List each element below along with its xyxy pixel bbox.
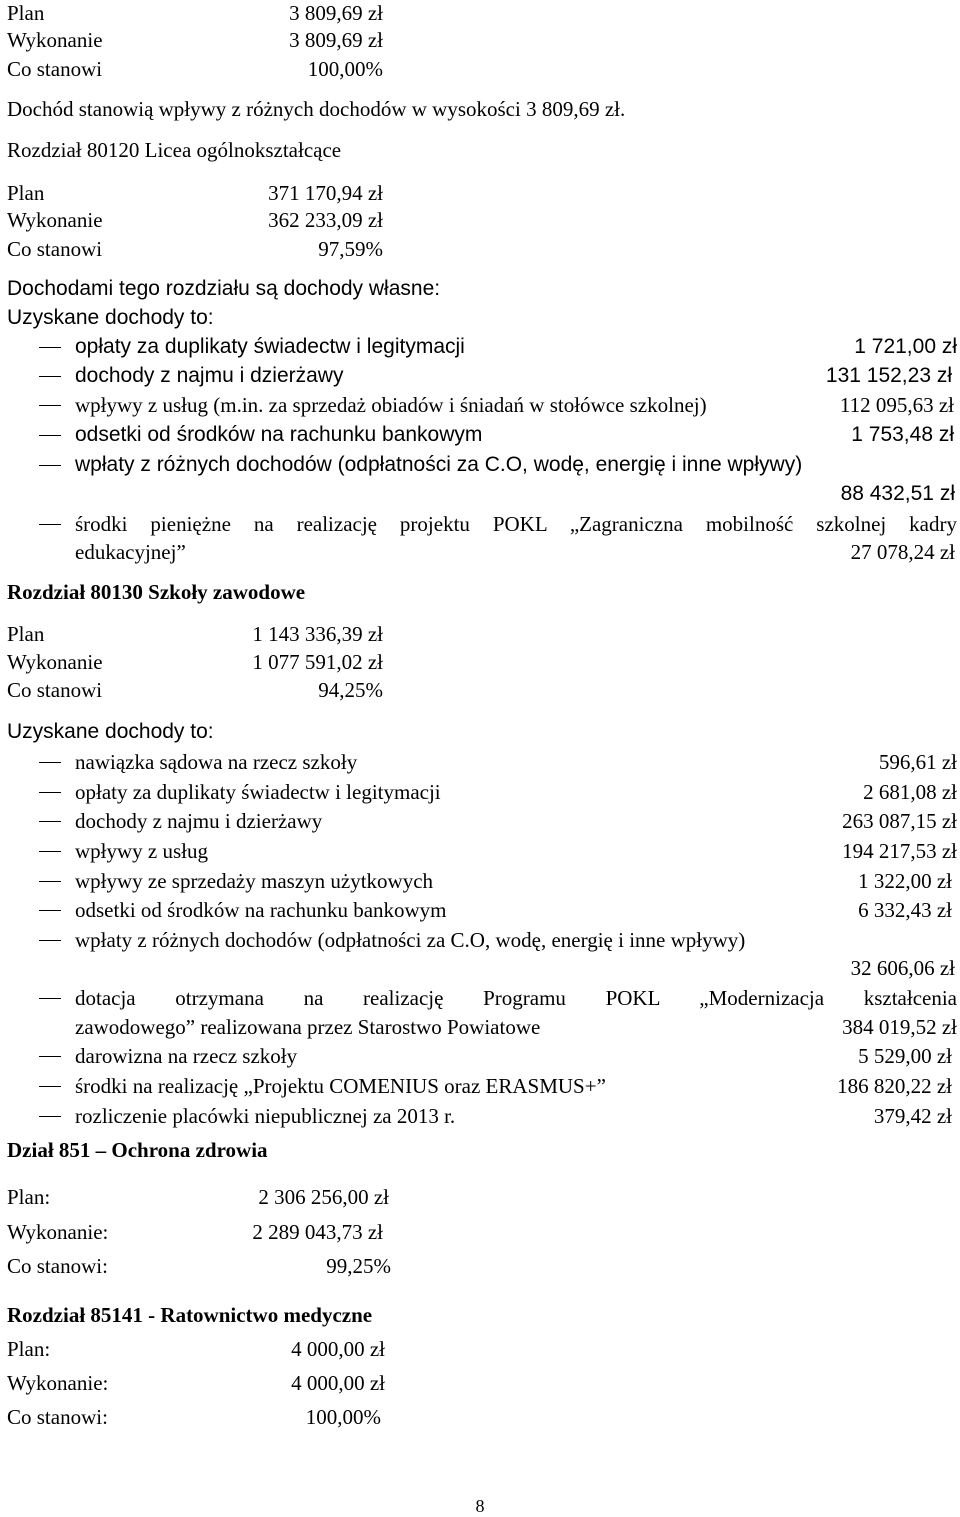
list-item bbox=[7, 1103, 957, 1129]
item-text: rozliczenie placówki niepublicznej za 2013 r. bbox=[75, 1104, 456, 1128]
dash-bullet bbox=[39, 1086, 61, 1087]
plan-value: 3 809,69 zł bbox=[289, 1, 383, 25]
plan-value: 371 170,94 zł bbox=[268, 181, 383, 205]
item-amount: 194 217,53 zł bbox=[842, 839, 957, 863]
item-amount: 6 332,43 zł bbox=[858, 898, 952, 922]
item-amount: 263 087,15 zł bbox=[842, 809, 957, 833]
co-stanowi-value: 94,25% bbox=[318, 678, 383, 702]
list-item bbox=[7, 1073, 957, 1099]
wykonanie-value: 4 000,00 zł bbox=[291, 1371, 385, 1395]
plan-label: Plan bbox=[7, 622, 45, 646]
item-text: wpłaty z różnych dochodów (odpłatności za C.O, wodę, energię i inne wpływy) bbox=[75, 453, 803, 476]
list-item bbox=[7, 422, 957, 448]
item-amount: 1 753,48 zł bbox=[851, 423, 954, 446]
wykonanie-label: Wykonanie bbox=[7, 208, 103, 232]
item-amount: 1 721,00 zł bbox=[854, 335, 957, 358]
section-title-85141: Rozdział 85141 - Ratownictwo medyczne bbox=[7, 1303, 373, 1327]
dash-bullet bbox=[39, 910, 61, 911]
plan-label: Plan: bbox=[7, 1337, 51, 1361]
co-stanowi-value: 99,25% bbox=[326, 1254, 391, 1278]
list-item bbox=[7, 927, 957, 953]
list-item bbox=[7, 334, 957, 360]
item-amount: 32 606,06 zł bbox=[850, 956, 955, 980]
item-amount: 27 078,24 zł bbox=[850, 540, 955, 564]
co-stanowi-label: Co stanowi bbox=[7, 57, 103, 81]
dash-bullet bbox=[39, 405, 61, 406]
item-amount: 2 681,08 zł bbox=[863, 780, 957, 804]
item-text: odsetki od środków na rachunku bankowym bbox=[75, 898, 447, 922]
item-text: dochody z najmu i dzierżawy bbox=[75, 809, 323, 833]
dash-bullet bbox=[39, 762, 61, 763]
item-text: wpłaty z różnych dochodów (odpłatności za C.O, wodę, energię i inne wpływy) bbox=[75, 928, 746, 952]
list-item bbox=[7, 749, 957, 775]
item-amount: 112 095,63 zł bbox=[839, 393, 954, 417]
item-text: wpływy ze sprzedaży maszyn użytkowych bbox=[75, 869, 434, 893]
item-amount: 1 322,00 zł bbox=[858, 869, 952, 893]
co-stanowi-value: 97,59% bbox=[318, 237, 383, 261]
item-text: środki pieniężne na realizację projektu POKL „Zagraniczna mobilność szkolnej kadry bbox=[75, 512, 957, 536]
co-stanowi-value: 100,00% bbox=[305, 1405, 381, 1429]
co-stanowi-label: Co stanowi: bbox=[7, 1254, 108, 1278]
r80120-intro1: Dochodami tego rozdziału są dochody własne: bbox=[7, 277, 441, 300]
plan-label: Plan: bbox=[7, 1185, 51, 1209]
top-note: Dochód stanowią wpływy z różnych dochodów w wysokości 3 809,69 zł. bbox=[7, 97, 626, 121]
dash-bullet bbox=[39, 1116, 61, 1117]
dash-bullet bbox=[39, 851, 61, 852]
section-title-80120: Rozdział 80120 Licea ogólnokształcące bbox=[7, 138, 342, 162]
list-item bbox=[7, 897, 957, 923]
plan-value: 1 143 336,39 zł bbox=[252, 622, 383, 646]
list-item bbox=[7, 779, 957, 805]
wykonanie-label: Wykonanie bbox=[7, 28, 103, 52]
item-amount: 186 820,22 zł bbox=[837, 1074, 952, 1098]
item-text-continued: edukacyjnej” bbox=[75, 540, 186, 564]
wykonanie-label: Wykonanie: bbox=[7, 1371, 109, 1395]
page-number: 8 bbox=[475, 1496, 485, 1516]
item-text: opłaty za duplikaty świadectw i legitymacji bbox=[75, 780, 441, 804]
item-amount: 131 152,23 zł bbox=[825, 364, 952, 387]
dash-bullet bbox=[39, 524, 61, 525]
plan-value: 2 306 256,00 zł bbox=[258, 1185, 389, 1209]
list-item bbox=[7, 808, 957, 834]
dash-bullet bbox=[39, 881, 61, 882]
co-stanowi-value: 100,00% bbox=[307, 57, 383, 81]
wykonanie-value: 3 809,69 zł bbox=[289, 28, 383, 52]
dash-bullet bbox=[39, 940, 61, 941]
dash-bullet bbox=[39, 821, 61, 822]
wykonanie-value: 1 077 591,02 zł bbox=[252, 650, 383, 674]
item-text: środki na realizację „Projektu COMENIUS oraz ERASMUS+” bbox=[75, 1074, 606, 1098]
dash-bullet bbox=[39, 792, 61, 793]
co-stanowi-label: Co stanowi bbox=[7, 237, 103, 261]
item-text: nawiązka sądowa na rzecz szkoły bbox=[75, 750, 358, 774]
dash-bullet bbox=[39, 347, 61, 348]
plan-value: 4 000,00 zł bbox=[291, 1337, 385, 1361]
list-item bbox=[7, 1043, 957, 1069]
dash-bullet bbox=[39, 376, 61, 377]
list-item bbox=[7, 868, 957, 894]
item-text: dochody z najmu i dzierżawy bbox=[75, 364, 344, 387]
list-item bbox=[7, 452, 957, 478]
list-item bbox=[7, 392, 957, 418]
wykonanie-label: Wykonanie bbox=[7, 650, 103, 674]
r80120-intro2: Uzyskane dochody to: bbox=[7, 306, 214, 329]
item-amount: 384 019,52 zł bbox=[842, 1015, 957, 1039]
list-item bbox=[7, 363, 957, 389]
plan-label: Plan bbox=[7, 1, 45, 25]
wykonanie-label: Wykonanie: bbox=[7, 1220, 109, 1244]
dash-bullet bbox=[39, 1056, 61, 1057]
item-text: wpływy z usług bbox=[75, 839, 208, 863]
dash-bullet bbox=[39, 435, 61, 436]
section-title-80130: Rozdział 80130 Szkoły zawodowe bbox=[7, 580, 306, 604]
dash-bullet bbox=[39, 465, 61, 466]
item-amount: 379,42 zł bbox=[873, 1104, 952, 1128]
item-amount: 596,61 zł bbox=[878, 750, 957, 774]
r80130-intro: Uzyskane dochody to: bbox=[7, 720, 214, 743]
dash-bullet bbox=[39, 998, 61, 999]
co-stanowi-label: Co stanowi: bbox=[7, 1405, 108, 1429]
item-text: dotacja otrzymana na realizację Programu POKL „Modernizacja kształcenia bbox=[75, 986, 957, 1010]
item-text: odsetki od środków na rachunku bankowym bbox=[75, 423, 483, 446]
item-amount: 88 432,51 zł bbox=[840, 482, 955, 505]
wykonanie-value: 362 233,09 zł bbox=[268, 208, 383, 232]
item-text: opłaty za duplikaty świadectw i legitymacji bbox=[75, 335, 465, 358]
item-text: wpływy z usług (m.in. za sprzedaż obiadów i śniadań w stołówce szkolnej) bbox=[75, 393, 707, 417]
section-title-851: Dział 851 – Ochrona zdrowia bbox=[7, 1138, 268, 1162]
item-amount: 5 529,00 zł bbox=[858, 1044, 952, 1068]
list-item bbox=[7, 838, 957, 864]
item-text-continued: zawodowego” realizowana przez Starostwo Powiatowe bbox=[75, 1015, 541, 1039]
co-stanowi-label: Co stanowi bbox=[7, 678, 103, 702]
item-text: darowizna na rzecz szkoły bbox=[75, 1044, 298, 1068]
plan-label: Plan bbox=[7, 181, 45, 205]
wykonanie-value: 2 289 043,73 zł bbox=[252, 1220, 383, 1244]
